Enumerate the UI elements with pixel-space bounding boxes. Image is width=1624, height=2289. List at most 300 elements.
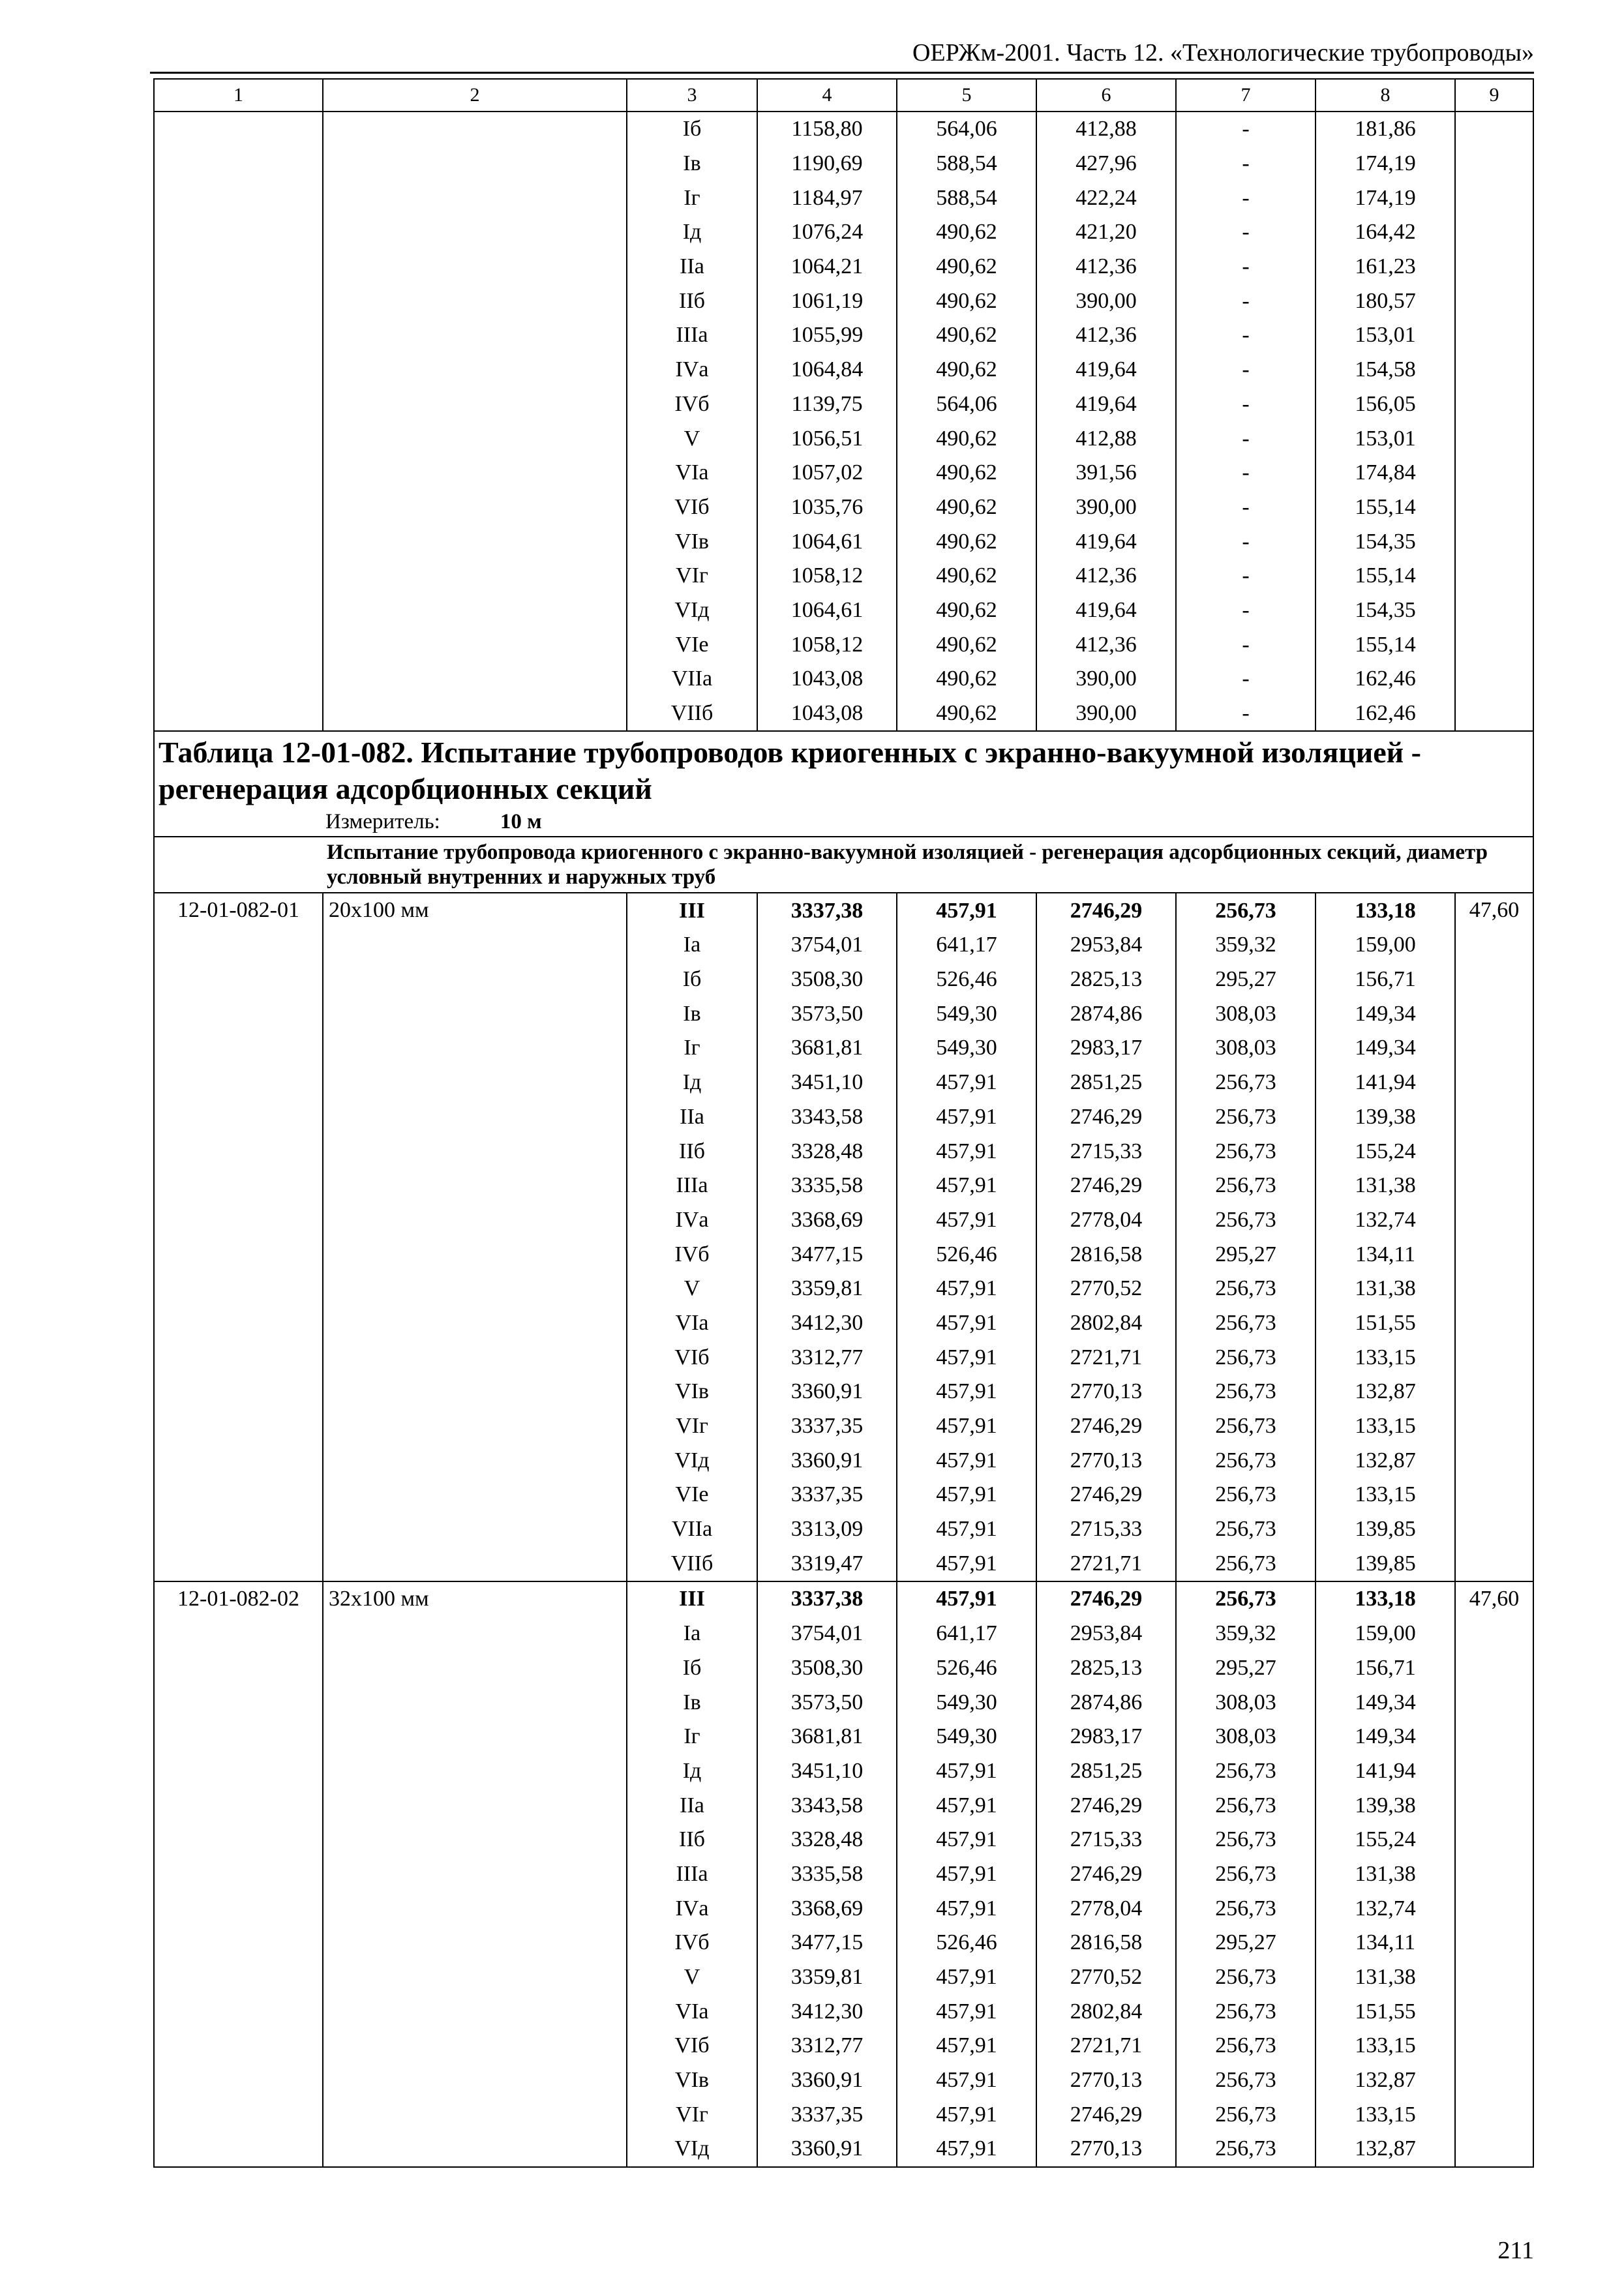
value-cell: - (1176, 353, 1316, 387)
value-cell: 141,94 (1316, 1754, 1455, 1789)
class-cell: VIб (627, 1340, 757, 1375)
value-cell: 419,64 (1036, 387, 1176, 422)
value-cell: 419,64 (1036, 593, 1176, 628)
table-row (154, 1512, 1533, 1547)
class-cell: VIе (627, 1478, 757, 1512)
code-cell (154, 1857, 323, 1892)
value-cell: 2746,29 (1036, 1100, 1176, 1135)
value-cell: 295,27 (1176, 963, 1316, 997)
value-cell: 3451,10 (757, 1754, 897, 1789)
name-cell (323, 1203, 627, 1238)
name-cell (323, 1443, 627, 1478)
value-cell: 1058,12 (757, 627, 897, 662)
value-cell: 133,15 (1316, 2097, 1455, 2132)
class-cell: VIа (627, 1994, 757, 2029)
value-cell: 549,30 (897, 1031, 1036, 1066)
name-cell (323, 2063, 627, 2098)
class-cell: IIа (627, 1788, 757, 1823)
value-cell: 457,91 (897, 1409, 1036, 1444)
code-cell: 12-01-082-02 (154, 1581, 323, 1617)
code-cell (154, 250, 323, 284)
value-cell: 457,91 (897, 2097, 1036, 2132)
code-cell (154, 1443, 323, 1478)
class-cell: VIв (627, 524, 757, 559)
value-cell: 134,11 (1316, 1237, 1455, 1272)
name-cell (323, 421, 627, 456)
value-cell: 412,36 (1036, 627, 1176, 662)
class-cell: VIв (627, 2063, 757, 2098)
value-cell: 391,56 (1036, 456, 1176, 490)
value-cell: 2825,13 (1036, 963, 1176, 997)
class-cell: Iв (627, 1685, 757, 1720)
class-cell: VIв (627, 1375, 757, 1409)
class-cell: V (627, 1272, 757, 1306)
value-cell: 256,73 (1176, 2132, 1316, 2167)
name-cell (323, 284, 627, 318)
class-cell: Iб (627, 1651, 757, 1686)
table-row (154, 1134, 1533, 1169)
value-cell: 549,30 (897, 1685, 1036, 1720)
table-row (154, 1994, 1533, 2029)
name-cell (323, 593, 627, 628)
value-cell: 131,38 (1316, 1272, 1455, 1306)
code-cell (154, 318, 323, 353)
table-row (154, 490, 1533, 525)
table-row (154, 696, 1533, 732)
table-row (154, 421, 1533, 456)
value-cell: 2746,29 (1036, 1857, 1176, 1892)
value-cell: 155,24 (1316, 1134, 1455, 1169)
code-cell (154, 1617, 323, 1651)
code-cell (154, 963, 323, 997)
table-row (154, 112, 1533, 147)
value-cell: 3360,91 (757, 1375, 897, 1409)
name-cell (323, 2097, 627, 2132)
class-cell: Iд (627, 1754, 757, 1789)
value-cell: 3328,48 (757, 1823, 897, 1857)
value-cell: 153,01 (1316, 421, 1455, 456)
col9-cell (1455, 963, 1533, 997)
value-cell: 133,18 (1316, 893, 1455, 928)
code-cell (154, 2097, 323, 2132)
value-cell: 3681,81 (757, 1720, 897, 1754)
value-cell: 412,36 (1036, 318, 1176, 353)
value-cell: 3319,47 (757, 1546, 897, 1581)
value-cell: 2721,71 (1036, 2029, 1176, 2063)
value-cell: 457,91 (897, 1169, 1036, 1203)
table-row (154, 1891, 1533, 1926)
table-row (154, 1272, 1533, 1306)
measure-label: Измеритель: (325, 810, 440, 834)
table-row (154, 1409, 1533, 1444)
col9-cell (1455, 1409, 1533, 1444)
value-cell: 564,06 (897, 112, 1036, 147)
name-cell (323, 996, 627, 1031)
value-cell: 588,54 (897, 147, 1036, 181)
value-cell: 3337,38 (757, 1581, 897, 1617)
name-cell (323, 662, 627, 696)
value-cell: 359,32 (1176, 1617, 1316, 1651)
value-cell: 2770,13 (1036, 2132, 1176, 2167)
value-cell: 1061,19 (757, 284, 897, 318)
class-cell: VIд (627, 2132, 757, 2167)
col9-cell (1455, 112, 1533, 147)
column-number: 7 (1176, 79, 1316, 112)
code-cell (154, 1685, 323, 1720)
code-cell (154, 2063, 323, 2098)
value-cell: 134,11 (1316, 1926, 1455, 1960)
column-number: 9 (1455, 79, 1533, 112)
code-cell (154, 1169, 323, 1203)
class-cell: Iд (627, 215, 757, 250)
value-cell: 256,73 (1176, 1891, 1316, 1926)
code-cell (154, 353, 323, 387)
col9-cell (1455, 1857, 1533, 1892)
name-cell (323, 627, 627, 662)
table-row (154, 559, 1533, 593)
col9-cell (1455, 1926, 1533, 1960)
value-cell: 256,73 (1176, 1443, 1316, 1478)
value-cell: - (1176, 456, 1316, 490)
value-cell: - (1176, 559, 1316, 593)
value-cell: 421,20 (1036, 215, 1176, 250)
name-cell (323, 1994, 627, 2029)
value-cell: 3573,50 (757, 1685, 897, 1720)
value-cell: - (1176, 490, 1316, 525)
name-cell (323, 318, 627, 353)
code-cell (154, 1823, 323, 1857)
value-cell: 131,38 (1316, 1857, 1455, 1892)
table-row (154, 1443, 1533, 1478)
name-cell (323, 2029, 627, 2063)
value-cell: 161,23 (1316, 250, 1455, 284)
class-cell: IIб (627, 1134, 757, 1169)
value-cell: - (1176, 215, 1316, 250)
name-cell (323, 2132, 627, 2167)
class-cell: VIд (627, 1443, 757, 1478)
class-cell: VIг (627, 1409, 757, 1444)
table-row (154, 1203, 1533, 1238)
value-cell: 490,62 (897, 456, 1036, 490)
value-cell: 3360,91 (757, 1443, 897, 1478)
value-cell: 149,34 (1316, 1720, 1455, 1754)
name-cell (323, 1272, 627, 1306)
code-cell (154, 1134, 323, 1169)
value-cell: 457,91 (897, 2063, 1036, 2098)
value-cell: 1056,51 (757, 421, 897, 456)
table-row (154, 1546, 1533, 1581)
value-cell: - (1176, 250, 1316, 284)
value-cell: 564,06 (897, 387, 1036, 422)
value-cell: 1057,02 (757, 456, 897, 490)
value-cell: 457,91 (897, 893, 1036, 928)
class-cell: Iд (627, 1066, 757, 1100)
value-cell: 490,62 (897, 627, 1036, 662)
code-cell (154, 1237, 323, 1272)
name-cell (323, 353, 627, 387)
table-row (154, 1340, 1533, 1375)
table-row (154, 1306, 1533, 1341)
value-cell: 2983,17 (1036, 1720, 1176, 1754)
value-cell: 1058,12 (757, 559, 897, 593)
code-cell (154, 456, 323, 490)
value-cell: 390,00 (1036, 696, 1176, 732)
col9-cell (1455, 1546, 1533, 1581)
value-cell: 181,86 (1316, 112, 1455, 147)
name-cell (323, 1823, 627, 1857)
col9-cell (1455, 318, 1533, 353)
value-cell: 155,24 (1316, 1823, 1455, 1857)
value-cell: 132,87 (1316, 1375, 1455, 1409)
value-cell: - (1176, 627, 1316, 662)
code-cell (154, 1754, 323, 1789)
value-cell: 1064,61 (757, 524, 897, 559)
value-cell: 419,64 (1036, 353, 1176, 387)
value-cell: 3573,50 (757, 996, 897, 1031)
value-cell: 490,62 (897, 250, 1036, 284)
value-cell: 3754,01 (757, 1617, 897, 1651)
value-cell: 457,91 (897, 1960, 1036, 1995)
name-cell (323, 1512, 627, 1547)
col9-cell (1455, 1720, 1533, 1754)
value-cell: 155,14 (1316, 559, 1455, 593)
value-cell: 457,91 (897, 1754, 1036, 1789)
value-cell: 457,91 (897, 1100, 1036, 1135)
code-cell (154, 1340, 323, 1375)
value-cell: 490,62 (897, 421, 1036, 456)
value-cell: 2874,86 (1036, 1685, 1176, 1720)
value-cell: 2802,84 (1036, 1306, 1176, 1341)
name-cell (323, 1169, 627, 1203)
value-cell: 2770,13 (1036, 2063, 1176, 2098)
code-cell (154, 284, 323, 318)
value-cell: 256,73 (1176, 1169, 1316, 1203)
value-cell: 2721,71 (1036, 1546, 1176, 1581)
name-cell (323, 1926, 627, 1960)
value-cell: 149,34 (1316, 1031, 1455, 1066)
class-cell: IVа (627, 353, 757, 387)
class-cell: IIа (627, 250, 757, 284)
col9-cell (1455, 1272, 1533, 1306)
table-title-cell (154, 731, 1533, 837)
value-cell: - (1176, 181, 1316, 215)
table-row (154, 147, 1533, 181)
col9-cell (1455, 1375, 1533, 1409)
table-row (154, 456, 1533, 490)
value-cell: 151,55 (1316, 1306, 1455, 1341)
value-cell: 3337,35 (757, 2097, 897, 2132)
value-cell: 256,73 (1176, 1100, 1316, 1135)
value-cell: 295,27 (1176, 1237, 1316, 1272)
value-cell: 457,91 (897, 1340, 1036, 1375)
value-cell: 419,64 (1036, 524, 1176, 559)
value-cell: 490,62 (897, 593, 1036, 628)
value-cell: 457,91 (897, 2132, 1036, 2167)
code-cell (154, 1409, 323, 1444)
col9-cell: 47,60 (1455, 1581, 1533, 1617)
value-cell: 457,91 (897, 1546, 1036, 1581)
col9-cell (1455, 1066, 1533, 1100)
column-number: 3 (627, 79, 757, 112)
value-cell: 3412,30 (757, 1306, 897, 1341)
value-cell: 256,73 (1176, 1823, 1316, 1857)
value-cell: 526,46 (897, 1651, 1036, 1686)
col9-cell (1455, 1617, 1533, 1651)
value-cell: 457,91 (897, 1066, 1036, 1100)
value-cell: 3508,30 (757, 1651, 897, 1686)
name-cell (323, 1720, 627, 1754)
table-row (154, 2097, 1533, 2132)
value-cell: 1043,08 (757, 696, 897, 732)
code-cell (154, 1272, 323, 1306)
value-cell: 256,73 (1176, 1581, 1316, 1617)
table-row (154, 1617, 1533, 1651)
value-cell: 295,27 (1176, 1926, 1316, 1960)
value-cell: 2953,84 (1036, 1617, 1176, 1651)
col9-cell (1455, 524, 1533, 559)
name-cell (323, 1754, 627, 1789)
name-cell (323, 1788, 627, 1823)
value-cell: 3360,91 (757, 2132, 897, 2167)
value-cell: 490,62 (897, 524, 1036, 559)
table-row (154, 284, 1533, 318)
class-cell: VIд (627, 593, 757, 628)
value-cell: 139,85 (1316, 1512, 1455, 1547)
col9-cell (1455, 2063, 1533, 2098)
value-cell: 180,57 (1316, 284, 1455, 318)
value-cell: 2802,84 (1036, 1994, 1176, 2029)
table-row (154, 1788, 1533, 1823)
class-cell: IVб (627, 1926, 757, 1960)
class-cell: IIIа (627, 1169, 757, 1203)
value-cell: 3343,58 (757, 1100, 897, 1135)
col9-cell (1455, 2132, 1533, 2167)
value-cell: - (1176, 696, 1316, 732)
value-cell: 162,46 (1316, 696, 1455, 732)
class-cell: VIг (627, 2097, 757, 2132)
value-cell: 457,91 (897, 1994, 1036, 2029)
column-number: 6 (1036, 79, 1176, 112)
table-row (154, 1754, 1533, 1789)
value-cell: 132,87 (1316, 2063, 1455, 2098)
class-cell: IIб (627, 1823, 757, 1857)
code-cell (154, 1031, 323, 1066)
col9-cell (1455, 627, 1533, 662)
value-cell: 3451,10 (757, 1066, 897, 1100)
table-row (154, 627, 1533, 662)
class-cell: IVб (627, 387, 757, 422)
table-row (154, 1685, 1533, 1720)
class-cell: IIа (627, 1100, 757, 1135)
column-number: 8 (1316, 79, 1455, 112)
value-cell: 549,30 (897, 1720, 1036, 1754)
col9-cell (1455, 181, 1533, 215)
description-blank-cell (154, 837, 323, 893)
name-cell (323, 456, 627, 490)
name-cell (323, 1340, 627, 1375)
value-cell: - (1176, 421, 1316, 456)
class-cell: Iг (627, 1720, 757, 1754)
name-cell: 20x100 мм (323, 893, 627, 928)
name-cell (323, 963, 627, 997)
value-cell: 139,38 (1316, 1100, 1455, 1135)
name-cell (323, 1066, 627, 1100)
value-cell: 1158,80 (757, 112, 897, 147)
value-cell: 156,71 (1316, 963, 1455, 997)
table-description: Испытание трубопровода криогенного с экранно-вакуумной изоляцией - регенерация адсорбционных секций, диаметр условный внутренних и наружных труб (323, 837, 1533, 893)
name-cell (323, 215, 627, 250)
value-cell: 457,91 (897, 1306, 1036, 1341)
col9-cell (1455, 996, 1533, 1031)
value-cell: 457,91 (897, 1581, 1036, 1617)
name-cell (323, 524, 627, 559)
value-cell: 3335,58 (757, 1169, 897, 1203)
value-cell: 256,73 (1176, 893, 1316, 928)
value-cell: 2983,17 (1036, 1031, 1176, 1066)
value-cell: 3337,35 (757, 1478, 897, 1512)
value-cell: 256,73 (1176, 2029, 1316, 2063)
table-row (154, 181, 1533, 215)
value-cell: 412,36 (1036, 559, 1176, 593)
table-row (154, 524, 1533, 559)
col9-cell (1455, 1100, 1533, 1135)
class-cell: VIб (627, 490, 757, 525)
value-cell: 2778,04 (1036, 1203, 1176, 1238)
name-cell (323, 1857, 627, 1892)
value-cell: 1139,75 (757, 387, 897, 422)
class-cell: IVа (627, 1891, 757, 1926)
value-cell: 2851,25 (1036, 1066, 1176, 1100)
col9-cell (1455, 696, 1533, 732)
value-cell: 256,73 (1176, 1754, 1316, 1789)
class-cell: IVа (627, 1203, 757, 1238)
table-row (154, 250, 1533, 284)
value-cell: 256,73 (1176, 1340, 1316, 1375)
value-cell: 164,42 (1316, 215, 1455, 250)
value-cell: 641,17 (897, 928, 1036, 963)
value-cell: 155,14 (1316, 490, 1455, 525)
value-cell: 139,38 (1316, 1788, 1455, 1823)
col9-cell (1455, 421, 1533, 456)
value-cell: - (1176, 147, 1316, 181)
value-cell: 2770,13 (1036, 1443, 1176, 1478)
value-cell: 308,03 (1176, 996, 1316, 1031)
value-cell: - (1176, 284, 1316, 318)
code-cell (154, 215, 323, 250)
value-cell: 1064,61 (757, 593, 897, 628)
class-cell: Iб (627, 112, 757, 147)
value-cell: 256,73 (1176, 1857, 1316, 1892)
name-cell (323, 696, 627, 732)
value-cell: 149,34 (1316, 996, 1455, 1031)
table-row (154, 1720, 1533, 1754)
class-cell: VIIб (627, 696, 757, 732)
value-cell: 256,73 (1176, 1994, 1316, 2029)
value-cell: 162,46 (1316, 662, 1455, 696)
value-cell: 133,15 (1316, 2029, 1455, 2063)
value-cell: 2770,52 (1036, 1960, 1176, 1995)
value-cell: - (1176, 524, 1316, 559)
value-cell: 2874,86 (1036, 996, 1176, 1031)
col9-cell (1455, 1031, 1533, 1066)
col9-cell (1455, 147, 1533, 181)
name-cell (323, 1617, 627, 1651)
value-cell: 3337,38 (757, 893, 897, 928)
value-cell: 457,91 (897, 1443, 1036, 1478)
column-number: 1 (154, 79, 323, 112)
table-row (154, 1375, 1533, 1409)
class-cell: VIIа (627, 1512, 757, 1547)
